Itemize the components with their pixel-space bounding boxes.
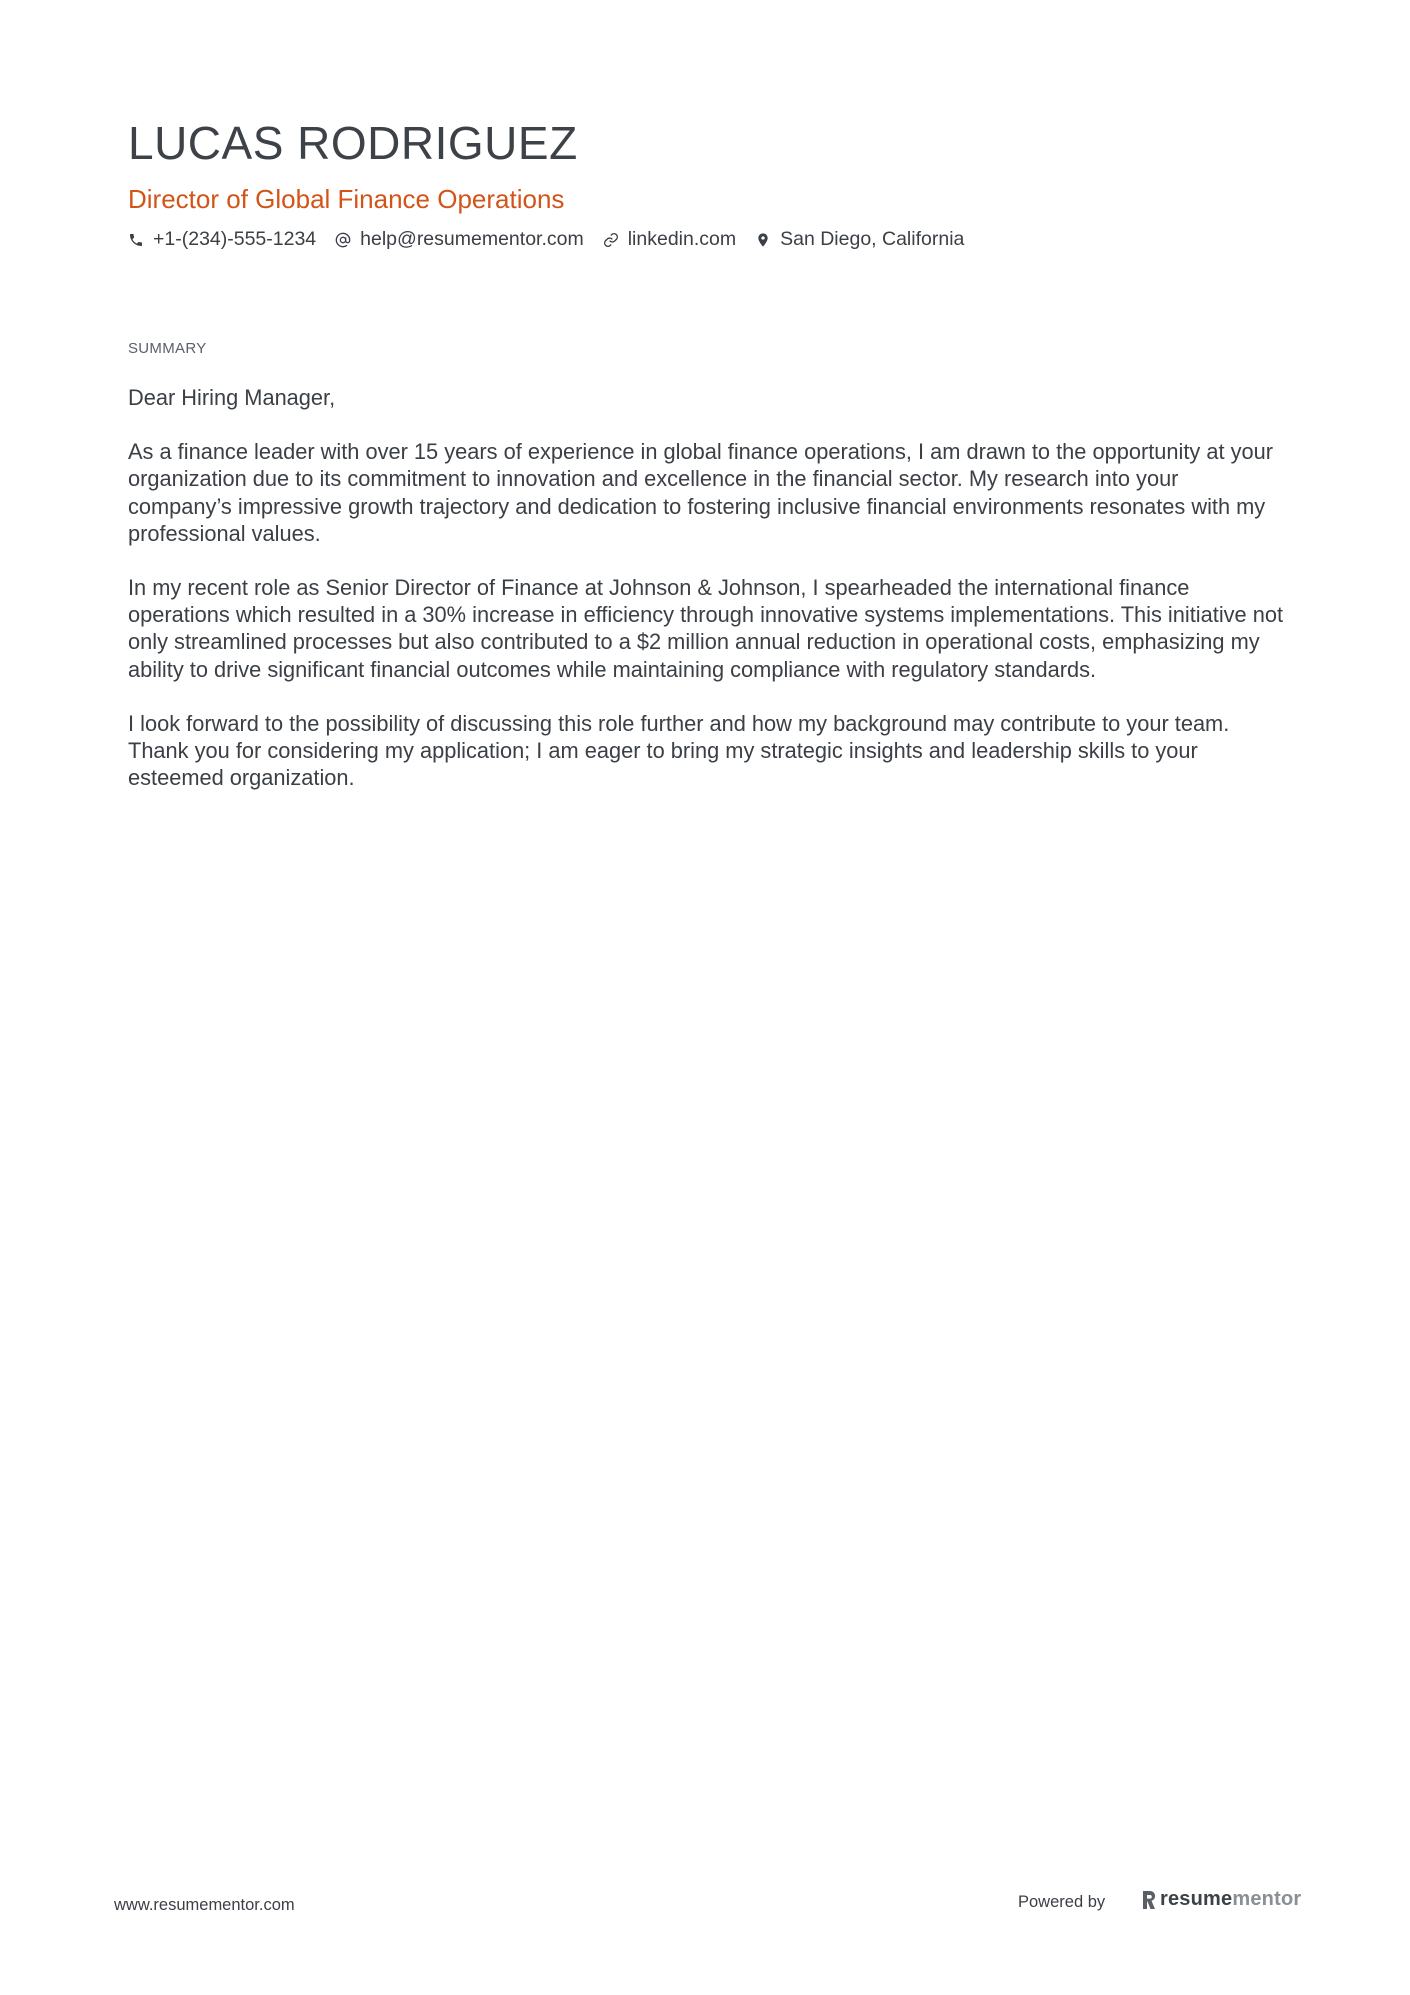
footer-url[interactable]: www.resumementor.com: [114, 1896, 295, 1914]
letter-body: [128, 384, 1288, 818]
brand-wordmark: [1160, 1888, 1301, 1911]
link-icon: [603, 232, 619, 248]
email-text[interactable]: help@resumementor.com: [360, 228, 584, 250]
phone-text: +1-(234)-555-1234: [153, 228, 317, 250]
job-title: Director of Global Finance Operations: [128, 184, 565, 214]
contact-phone: [128, 228, 316, 251]
letter-paragraph: In my recent role as Senior Director of Finance at Johnson & Johnson, I spearheaded the international finance operations which resulted in a 30% increase in efficiency through innovative systems implementations. This initiative not only streamlined processes but also contributed to a $2 million annual reduction in operational costs, emphasizing my ability to drive significant financial outcomes while maintaining compliance with regulatory standards.: [128, 575, 1284, 682]
contact-email[interactable]: [335, 228, 584, 251]
letter-paragraph: As a finance leader with over 15 years of experience in global finance operations, I am drawn to the opportunity at your organization due to its commitment to innovation and excellence in the financial sector. My research into your company’s impressive growth trajectory and dedication to fostering inclusive financial environments resonates with my professional values.: [128, 439, 1274, 546]
brand-wordmark-part1: resume: [1160, 1888, 1233, 1910]
phone-icon: [128, 232, 144, 248]
brand-logo: [1141, 1888, 1301, 1911]
powered-by-label: Powered by: [1018, 1893, 1106, 1911]
brand-wordmark-part2: mentor: [1232, 1888, 1302, 1910]
location-pin-icon: [755, 232, 771, 248]
candidate-name: LUCAS RODRIGUEZ: [128, 117, 578, 169]
contact-link[interactable]: [603, 228, 736, 251]
contact-row: [128, 228, 983, 251]
location-text: San Diego, California: [780, 228, 965, 250]
summary-heading: SUMMARY: [128, 340, 207, 357]
linkedin-text[interactable]: linkedin.com: [627, 228, 737, 250]
at-icon: [335, 232, 351, 248]
letter-paragraph: I look forward to the possibility of discussing this role further and how my background may contribute to your team. Thank you for considering my application; I am eager to bring my strategic insights and leadership skills to your esteemed organization.: [128, 710, 1230, 791]
resumementor-logo-icon: [1141, 1889, 1157, 1911]
salutation: Dear Hiring Manager,: [128, 385, 336, 410]
contact-location: [755, 228, 964, 251]
